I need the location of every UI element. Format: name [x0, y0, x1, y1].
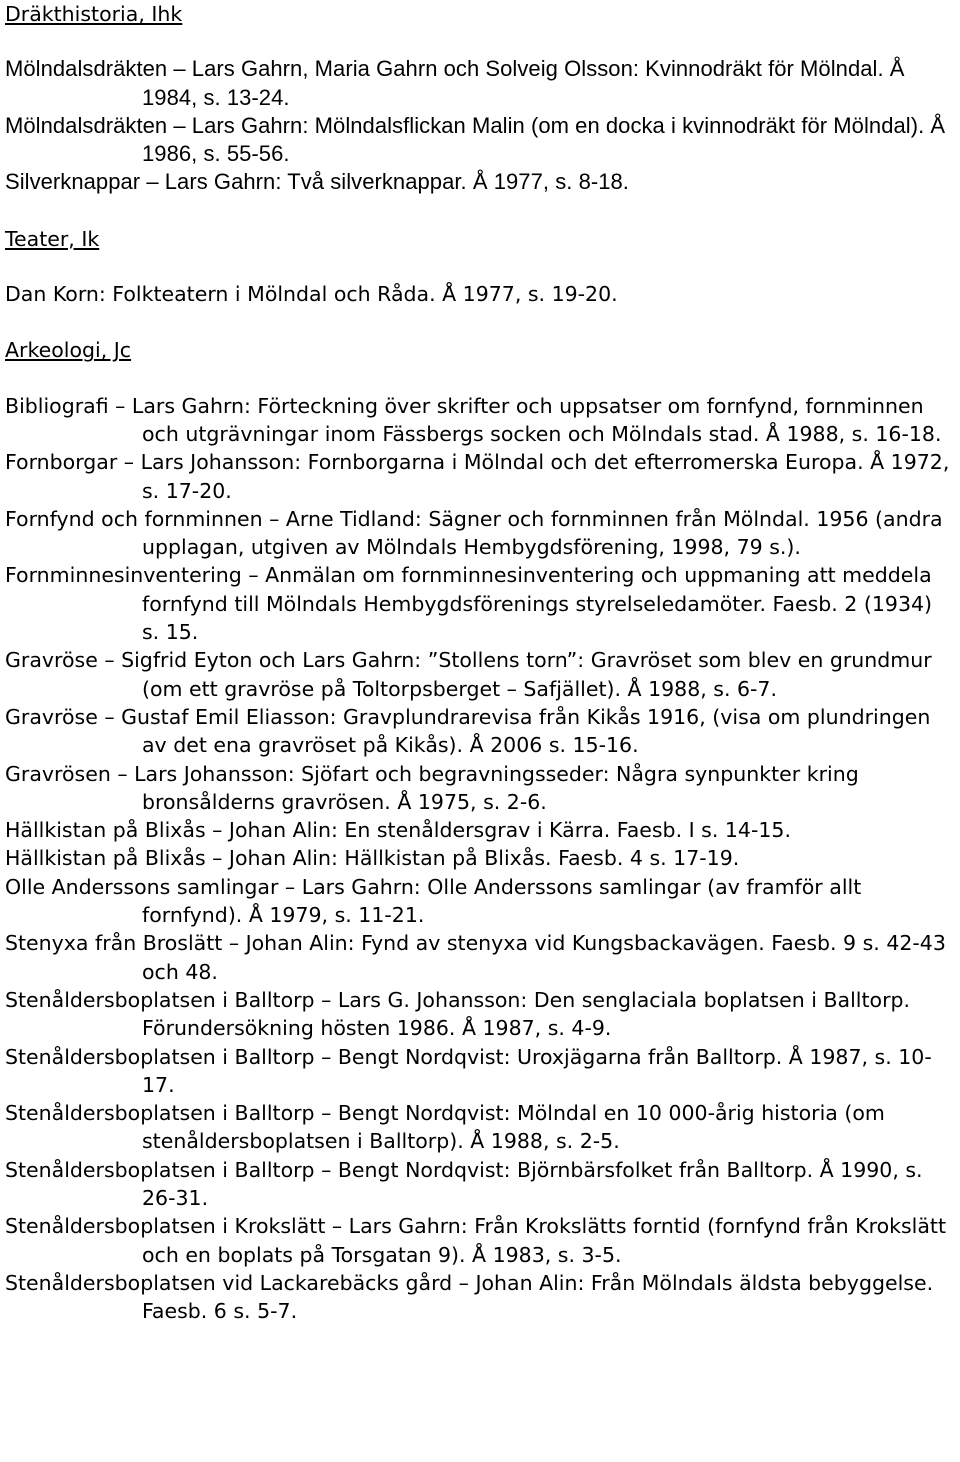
bibliography-entry: Mölndalsdräkten – Lars Gahrn: Mölndalsflickan Malin (om en docka i kvinnodräkt för Mölndal). Å 1986, s. 55-56. — [5, 112, 946, 167]
bibliography-entry: Stenåldersboplatsen i Balltorp – Lars G. Johansson: Den senglaciala boplatsen i Balltorp. Förundersökning hösten 1986. Å 1987, s. 4-9. — [5, 987, 911, 1041]
bibliography-entry: Stenåldersboplatsen i Balltorp – Bengt Nordqvist: Uroxjägarna från Balltorp. Å 1987, s. 10-17. — [5, 1044, 932, 1097]
bibliography-entry: Hällkistan på Blixås – Johan Alin: Hällkistan på Blixås. Faesb. 4 s. 17-19. — [5, 846, 740, 871]
bibliography-entry: Fornborgar – Lars Johansson: Fornborgarna i Mölndal och det efterromerska Europa. Å 1972, s. 17-20. — [5, 450, 950, 503]
bibliography-entry: Olle Anderssons samlingar – Lars Gahrn: Olle Anderssons samlingar (av framför allt fornfynd). Å 1979, s. 11-21. — [5, 874, 862, 928]
bibliography-entry: Mölndalsdräkten – Lars Gahrn, Maria Gahrn och Solveig Olsson: Kvinnodräkt för Mölndal. Å 1984, s. 13-24. — [5, 56, 905, 110]
bibliography-entry: Bibliografi – Lars Gahrn: Förteckning över skrifter och uppsatser om fornfynd, fornminnen och utgrävningar inom Fässbergs socken och Mölndals stad. Å 1988, s. 16-18. — [5, 393, 942, 446]
section-heading: Dräkthistoria, Ihk — [5, 2, 183, 26]
bibliography-entry: Dan Korn: Folkteatern i Mölndal och Råda. Å 1977, s. 19-20. — [5, 282, 618, 307]
section-arkeologi — [5, 336, 955, 1325]
section-drakthistoria — [5, 0, 955, 197]
bibliography-entry: Gravrösen – Lars Johansson: Sjöfart och begravningsseder: Några synpunkter kring bronsålderns gravrösen. Å 1975, s. 2-6. — [5, 761, 859, 814]
bibliography-entry: Silverknappar – Lars Gahrn: Två silverknappar. Å 1977, s. 8-18. — [5, 169, 629, 195]
bibliography-entry: Gravröse – Sigfrid Eyton och Lars Gahrn: ”Stollens torn”: Gravröset som blev en grundmur (om ett gravröse på Toltorpsberget – Safjället). Å 1988, s. 6-7. — [5, 648, 932, 701]
section-teater — [5, 225, 955, 309]
section-heading: Arkeologi, Jc — [5, 338, 132, 363]
bibliography-entry: Stenåldersboplatsen i Krokslätt – Lars Gahrn: Från Krokslätts forntid (fornfynd från Krokslätt och en boplats på Torsgatan 9). Å 1983, s. 3-5. — [5, 1214, 947, 1267]
bibliography-entry: Stenyxa från Broslätt – Johan Alin: Fynd av stenyxa vid Kungsbackavägen. Faesb. 9 s. 42-43 och 48. — [5, 931, 946, 984]
bibliography-entry: Fornminnesinventering – Anmälan om fornminnesinventering och uppmaning att meddela fornfynd till Mölndals Hembygdsförenings styrelseledamöter. Faesb. 2 (1934) s. 15. — [5, 563, 933, 645]
bibliography-entry: Stenåldersboplatsen i Balltorp – Bengt Nordqvist: Mölndal en 10 000-årig historia (om stenåldersboplatsen i Balltorp). Å 1988, s. 2-5. — [5, 1101, 885, 1154]
bibliography-entry: Stenåldersboplatsen vid Lackarebäcks gård – Johan Alin: Från Mölndals äldsta bebyggelse. Faesb. 6 s. 5-7. — [5, 1270, 934, 1324]
document-page — [5, 0, 955, 1325]
section-heading: Teater, Ik — [5, 226, 100, 251]
bibliography-entry: Gravröse – Gustaf Emil Eliasson: Gravplundrarevisa från Kikås 1916, (visa om plundringen av det ena gravröset på Kikås). Å 2006 s. 15-16. — [5, 704, 931, 758]
bibliography-entry: Stenåldersboplatsen i Balltorp – Bengt Nordqvist: Björnbärsfolket från Balltorp. Å 1990, s. 26-31. — [5, 1157, 923, 1210]
bibliography-entry: Hällkistan på Blixås – Johan Alin: En stenåldersgrav i Kärra. Faesb. I s. 14-15. — [5, 818, 791, 843]
bibliography-entry: Fornfynd och fornminnen – Arne Tidland: Sägner och fornminnen från Mölndal. 1956 (andra upplagan, utgiven av Mölndals Hembygdsförening, 1998, 79 s.). — [5, 506, 943, 560]
